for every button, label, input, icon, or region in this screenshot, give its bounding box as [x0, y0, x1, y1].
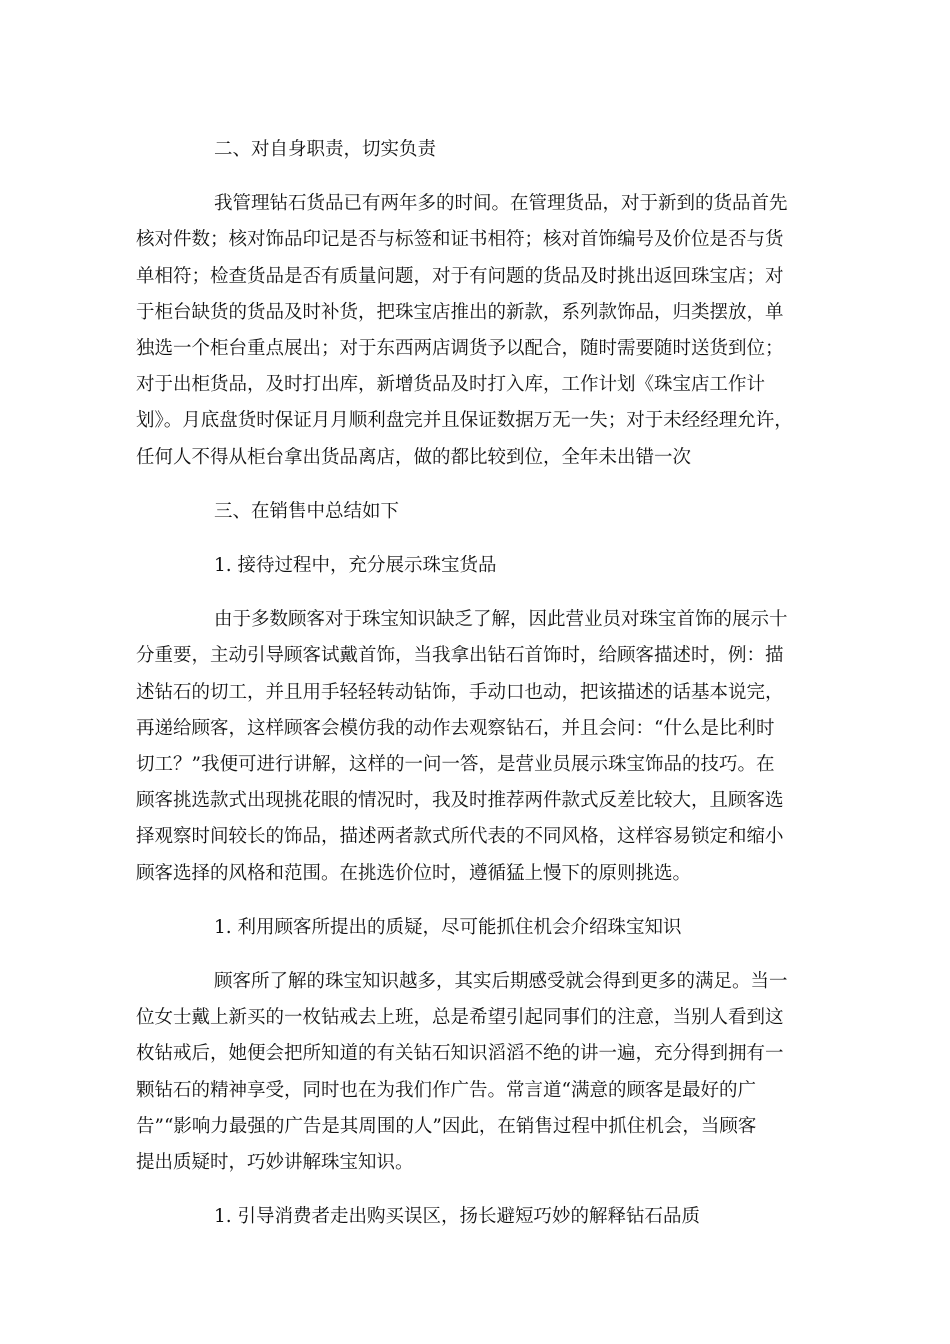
- paragraph-line: 顾客挑选款式出现挑花眼的情况时，我及时推荐两件款式反差比较大，且顾客选: [136, 790, 784, 812]
- paragraph-line: 告”“影响力最强的广告是其周围的人”因此，在销售过程中抓住机会，当顾客: [136, 1115, 757, 1137]
- subheading-purchase-misconceptions: 1. 引导消费者走出购买误区，扬长避短巧妙的解释钻石品质: [214, 1206, 701, 1228]
- paragraph-line: 再递给顾客，这样顾客会模仿我的动作去观察钻石，并且会问：“什么是比利时: [136, 717, 775, 739]
- subheading-display-goods: 1. 接待过程中，充分展示珠宝货品: [214, 555, 497, 577]
- paragraph-line: 分重要，主动引导顾客试戴首饰，当我拿出钻石首饰时，给顾客描述时，例：描: [136, 645, 784, 667]
- paragraph-line: 位女士戴上新买的一枚钻戒去上班，总是希望引起同事们的注意，当别人看到这: [136, 1007, 784, 1029]
- document-body: [136, 132, 820, 1253]
- subheading-customer-questions: 1. 利用顾客所提出的质疑，尽可能抓住机会介绍珠宝知识: [214, 916, 682, 938]
- paragraph-line: 划》。月底盘货时保证月月顺利盘完并且保证数据万无一失；对于未经经理允许，: [136, 410, 793, 432]
- paragraph-line: 独选一个柜台重点展出；对于东西两店调货予以配合，随时需要随时送货到位；: [136, 338, 784, 360]
- paragraph-line: 枚钻戒后，她便会把所知道的有关钻石知识滔滔不绝的讲一遍，充分得到拥有一: [136, 1043, 784, 1065]
- paragraph-line: 提出质疑时，巧妙讲解珠宝知识。: [136, 1152, 414, 1174]
- paragraph-display-skills: [136, 602, 820, 892]
- paragraph-line: 于柜台缺货的货品及时补货，把珠宝店推出的新款，系列款饰品，归类摆放，单: [136, 301, 784, 323]
- paragraph-line: 对于出柜货品，及时打出库，新增货品及时打入库，工作计划《珠宝店工作计: [136, 374, 766, 396]
- paragraph-line: 我管理钻石货品已有两年多的时间。在管理货品，对于新到的货品首先: [214, 193, 788, 215]
- paragraph-line: 切工？”我便可进行讲解，这样的一问一答，是营业员展示珠宝饰品的技巧。在: [136, 754, 775, 776]
- paragraph-line: 择观察时间较长的饰品，描述两者款式所代表的不同风格，这样容易锁定和缩小: [136, 826, 784, 848]
- paragraph-line: 核对件数；核对饰品印记是否与标签和证书相符；核对首饰编号及价位是否与货: [136, 229, 784, 251]
- paragraph-line: 述钻石的切工，并且用手轻轻转动钻饰，手动口也动，把该描述的话基本说完，: [136, 681, 784, 703]
- paragraph-goods-management: [136, 186, 820, 476]
- paragraph-line: 单相符；检查货品是否有质量问题，对于有问题的货品及时挑出返回珠宝店；对: [136, 265, 784, 287]
- paragraph-line: 顾客选择的风格和范围。在挑选价位时，遵循猛上慢下的原则挑选。: [136, 862, 692, 884]
- paragraph-line: 顾客所了解的珠宝知识越多，其实后期感受就会得到更多的满足。当一: [214, 971, 788, 993]
- paragraph-line: 颗钻石的精神享受，同时也在为我们作广告。常言道“满意的顾客是最好的广: [136, 1079, 756, 1101]
- paragraph-line: 由于多数顾客对于珠宝知识缺乏了解，因此营业员对珠宝首饰的展示十: [214, 609, 788, 631]
- section-heading-sales-summary: 三、在销售中总结如下: [214, 500, 400, 522]
- paragraph-jewelry-knowledge: [136, 964, 820, 1181]
- section-heading-responsibility: 二、对自身职责，切实负责: [214, 139, 437, 160]
- paragraph-line: 任何人不得从柜台拿出货品离店，做的都比较到位，全年未出错一次: [136, 446, 692, 468]
